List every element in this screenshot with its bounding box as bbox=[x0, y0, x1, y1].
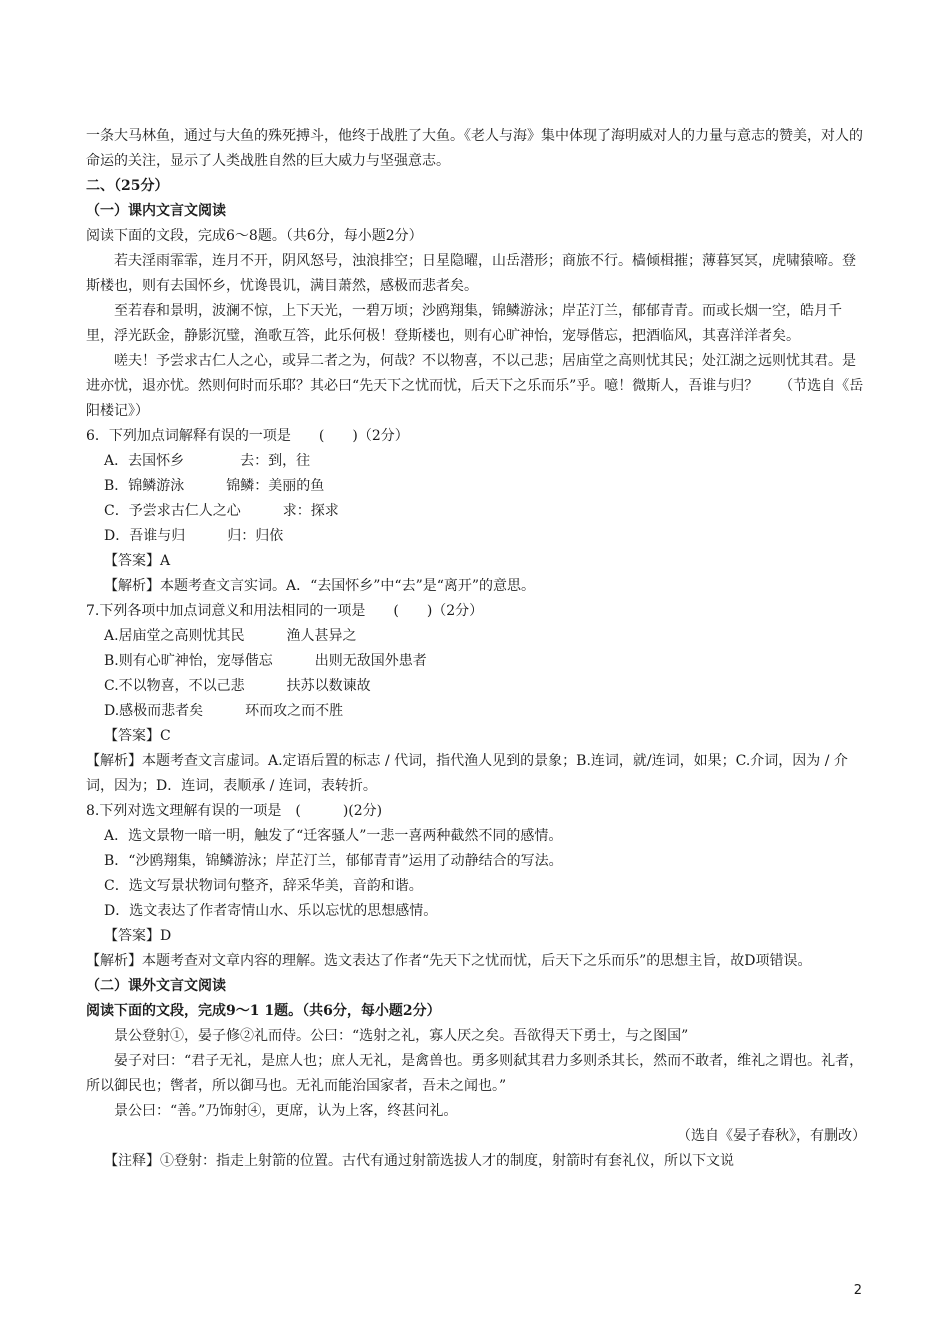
intro-paragraph: 一条大马林鱼，通过与大鱼的殊死搏斗，他终于战胜了大鱼。《老人与海》集中体现了海明威对人的力量与意志的赞美，对人的命运的关注，显示了人类战胜自然的巨大威力与坚强意志。 bbox=[86, 128, 863, 169]
answer-line: 【答案】A bbox=[104, 553, 171, 569]
part1-heading: （一）课内文言文阅读 bbox=[86, 203, 226, 219]
question-stem: 6．下列加点词解释有误的一项是 ( )（2分） bbox=[86, 428, 409, 444]
part2-instruction: 阅读下面的文段，完成9～1 1题。（共6分，每小题2分） bbox=[86, 1003, 441, 1019]
passage-paragraph: 景公曰：“善。”乃饰射④，更席，认为上客，终甚问礼。 bbox=[114, 1103, 458, 1119]
question-option: C．予尝求古仁人之心 求：探求 bbox=[104, 503, 339, 519]
analysis-line: 【解析】本题考查文言实词。A．“去国怀乡”中“去”是“离开”的意思。 bbox=[104, 578, 536, 594]
passage-paragraph: 晏子对曰：“君子无礼，是庶人也；庶人无礼，是禽兽也。勇多则弑其君力多则杀其长，然而不敢者，维礼之谓也。礼者，所以御民也；辔者，所以御马也。无礼而能治国家者，吾未之闻也。” bbox=[86, 1053, 864, 1094]
answer-line: 【答案】D bbox=[104, 928, 172, 944]
section-heading: 二、（25分） bbox=[86, 178, 169, 194]
question-option: B．“沙鸥翔集，锦鳞游泳；岸芷汀兰，郁郁青青”运用了动静结合的写法。 bbox=[104, 853, 563, 869]
passage-paragraph: 景公登射①，晏子修②礼而侍。公曰：“选射之礼，寡人厌之矣。吾欲得天下勇士，与之图国” bbox=[114, 1028, 689, 1044]
question-stem: 7.下列各项中加点词意义和用法相同的一项是 ( )（2分） bbox=[86, 603, 484, 619]
question-option: D．吾谁与归 归：归依 bbox=[104, 528, 284, 544]
question-option: D.感极而悲者矣 环而攻之而不胜 bbox=[104, 703, 344, 719]
question-option: A.居庙堂之高则忧其民 渔人甚异之 bbox=[104, 628, 357, 644]
question-option: A．选文景物一暗一明，触发了“迁客骚人”一悲一喜两种截然不同的感情。 bbox=[104, 828, 563, 844]
analysis-line: 【解析】本题考查文言虚词。A.定语后置的标志 / 代词，指代渔人见到的景象；B.连词，就/连词，如果；C.介词，因为 / 介词，因为；D．连词，表顺承 / 连词，表转折。 bbox=[86, 753, 848, 794]
passage-paragraph: 嗟夫！予尝求古仁人之心，或异二者之为，何哉？不以物喜，不以己悲；居庙堂之高则忧其民；处江湖之远则忧其君。是进亦忧，退亦忧。然则何时而乐耶？其必曰“先天下之忧而忧，后天下之乐而乐”乎。噫！微斯人，吾谁与归？ （节选自《岳阳楼记》） bbox=[86, 353, 864, 419]
part1-instruction: 阅读下面的文段，完成6～8题。（共6分，每小题2分） bbox=[86, 228, 423, 244]
answer-line: 【答案】C bbox=[104, 728, 171, 744]
annotation-note: 【注释】①登射：指走上射箭的位置。古代有通过射箭选拔人才的制度，射箭时有套礼仪，所以下文说 bbox=[104, 1153, 734, 1169]
question-stem: 8.下列对选文理解有误的一项是 ( )(2分) bbox=[86, 803, 383, 819]
question-option: B．锦鳞游泳 锦鳞：美丽的鱼 bbox=[104, 478, 325, 494]
question-option: C.不以物喜，不以己悲 扶苏以数谏故 bbox=[104, 678, 371, 694]
part2-heading: （二）课外文言文阅读 bbox=[86, 978, 226, 994]
question-option: C．选文写景状物词句整齐，辞采华美，音韵和谐。 bbox=[104, 878, 423, 894]
page-number: 2 bbox=[853, 1283, 862, 1298]
question-option: D．选文表达了作者寄情山水、乐以忘忧的思想感情。 bbox=[104, 903, 438, 919]
question-option: A．去国怀乡 去：到，往 bbox=[104, 453, 311, 469]
passage-paragraph: 至若春和景明，波澜不惊，上下天光，一碧万顷；沙鸥翔集，锦鳞游泳；岸芷汀兰，郁郁青青。而或长烟一空，皓月千里，浮光跃金，静影沉璧，渔歌互答，此乐何极！登斯楼也，则有心旷神怡，宠辱偕忘，把酒临风，其喜洋洋者矣。 bbox=[86, 303, 842, 344]
question-option: B.则有心旷神怡，宠辱偕忘 出则无敌国外患者 bbox=[104, 653, 427, 669]
analysis-line: 【解析】本题考查对文章内容的理解。选文表达了作者“先天下之忧而忧，后天下之乐而乐”的思想主旨，故D项错误。 bbox=[86, 953, 812, 969]
passage-paragraph: 若夫淫雨霏霏，连月不开，阴风怒号，浊浪排空；日星隐曜，山岳潜形；商旅不行。樯倾楫摧；薄暮冥冥，虎啸猿啼。登斯楼也，则有去国怀乡，忧谗畏讥，满目萧然，感极而悲者矣。 bbox=[86, 253, 856, 294]
source-citation: （选自《晏子春秋》，有删改） bbox=[677, 1128, 866, 1144]
